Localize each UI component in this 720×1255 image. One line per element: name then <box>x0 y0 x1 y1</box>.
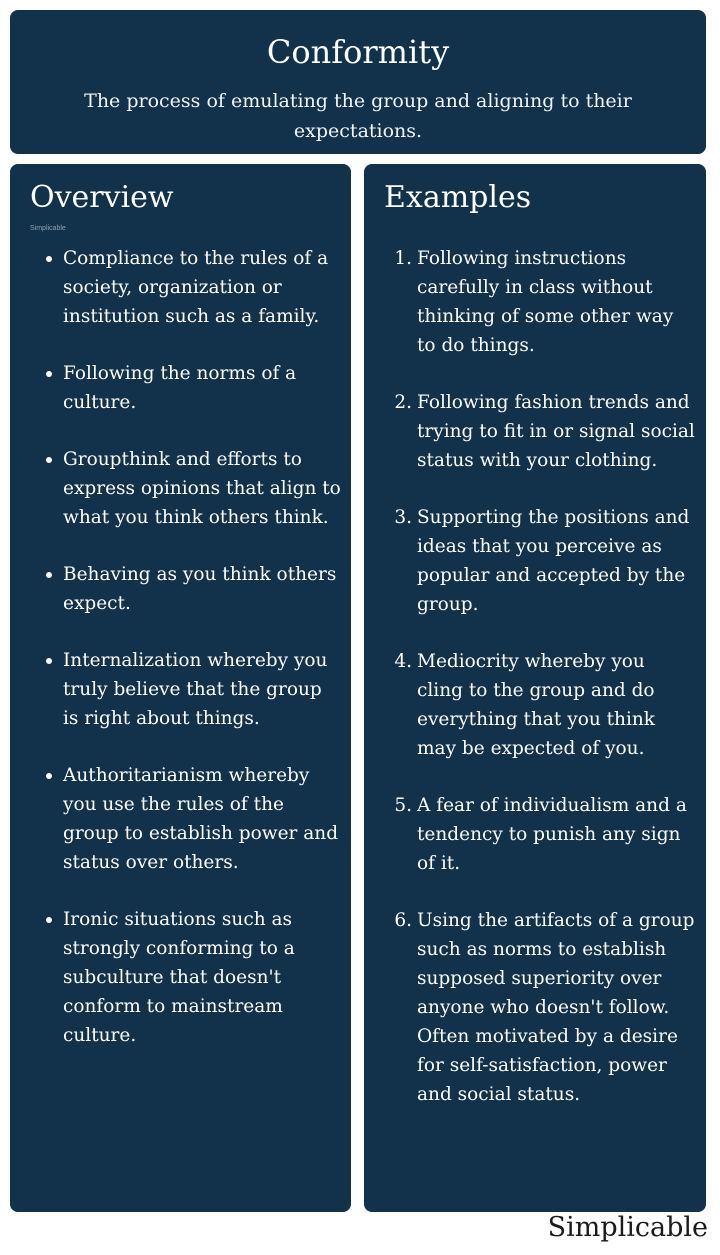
bullet-icon <box>46 773 52 779</box>
overview-list <box>10 244 351 1078</box>
item-number: 3. <box>394 507 412 528</box>
examples-list <box>364 244 706 1137</box>
bullet-icon <box>46 457 52 463</box>
list-item: Groupthink and efforts to express opinions that align to what you think others think. <box>10 445 351 532</box>
bullet-icon <box>46 256 52 262</box>
examples-title: Examples <box>384 180 532 215</box>
list-item: 1. Following instructions carefully in class without thinking of some other way to do things. <box>364 244 706 360</box>
list-item: Following the norms of a culture. <box>10 359 351 417</box>
examples-panel <box>364 164 706 1212</box>
list-item: Authoritarianism whereby you use the rules of the group to establish power and status over others. <box>10 761 351 877</box>
overview-title: Overview <box>30 180 174 215</box>
list-item: 4. Mediocrity whereby you cling to the group and do everything that you think may be expected of you. <box>364 647 706 763</box>
list-item: Compliance to the rules of a society, organization or institution such as a family. <box>10 244 351 331</box>
bullet-icon <box>46 572 52 578</box>
list-item: 6. Using the artifacts of a group such as norms to establish supposed superiority over anyone who doesn't follow. Often motivated by a desire for self-satisfaction, power and social status. <box>364 906 706 1109</box>
item-number: 1. <box>394 248 412 269</box>
item-number: 6. <box>394 910 412 931</box>
list-item: Internalization whereby you truly believe that the group is right about things. <box>10 646 351 733</box>
overview-panel <box>10 164 351 1212</box>
bullet-icon <box>46 658 52 664</box>
list-item: 5. A fear of individualism and a tendency to punish any sign of it. <box>364 791 706 878</box>
brand-logo: Simplicable <box>547 1212 708 1243</box>
list-item: 2. Following fashion trends and trying to fit in or signal social status with your clothing. <box>364 388 706 475</box>
item-number: 2. <box>394 392 412 413</box>
item-number: 4. <box>394 651 412 672</box>
bullet-icon <box>46 371 52 377</box>
header-panel <box>10 10 706 154</box>
item-number: 5. <box>394 795 412 816</box>
list-item: Behaving as you think others expect. <box>10 560 351 618</box>
list-item: Ironic situations such as strongly conforming to a subculture that doesn't conform to mainstream culture. <box>10 905 351 1050</box>
page-title: Conformity <box>266 33 450 71</box>
page-subtitle: The process of emulating the group and aligning to their expectations. <box>84 90 632 142</box>
watermark: Simplicable <box>30 225 66 232</box>
list-item: 3. Supporting the positions and ideas that you perceive as popular and accepted by the group. <box>364 503 706 619</box>
bullet-icon <box>46 917 52 923</box>
